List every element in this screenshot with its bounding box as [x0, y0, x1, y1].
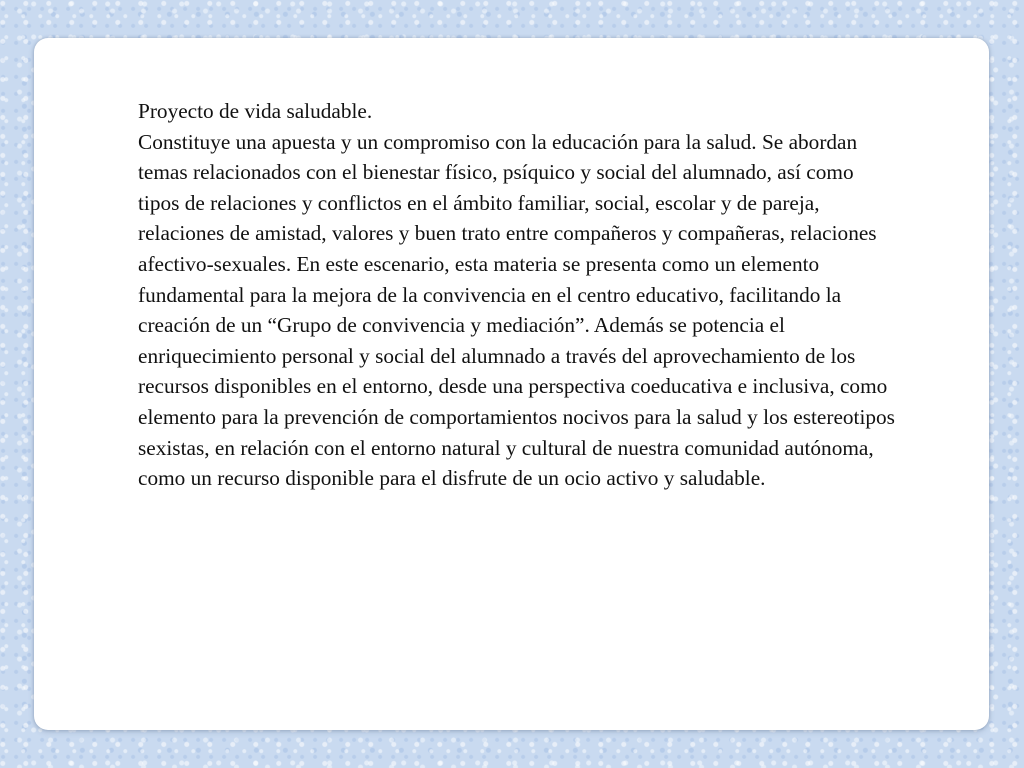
slide-text-block: [138, 96, 898, 494]
slide-body-paragraph: Constituye una apuesta y un compromiso con la educación para la salud. Se abordan temas relacionados con el bienestar físico, psíquico y social del alumnado, así como tipos de relaciones y conflictos en el ámbito familiar, social, escolar y de pareja, relaciones de amistad, valores y buen trato entre compañeros y compañeras, relaciones afectivo-sexuales. En este escenario, esta materia se presenta como un elemento fundamental para la mejora de la convivencia en el centro educativo, facilitando la creación de un “Grupo de convivencia y mediación”. Además se potencia el enriquecimiento personal y social del alumnado a través del aprovechamiento de los recursos disponibles en el entorno, desde una perspectiva coeducativa e inclusiva, como elemento para la prevención de comportamientos nocivos para la salud y los estereotipos sexistas, en relación con el entorno natural y cultural de nuestra comunidad autónoma, como un recurso disponible para el disfrute de un ocio activo y saludable.: [138, 129, 895, 491]
slide-heading: Proyecto de vida saludable.: [138, 99, 373, 123]
slide-card: [34, 38, 989, 730]
